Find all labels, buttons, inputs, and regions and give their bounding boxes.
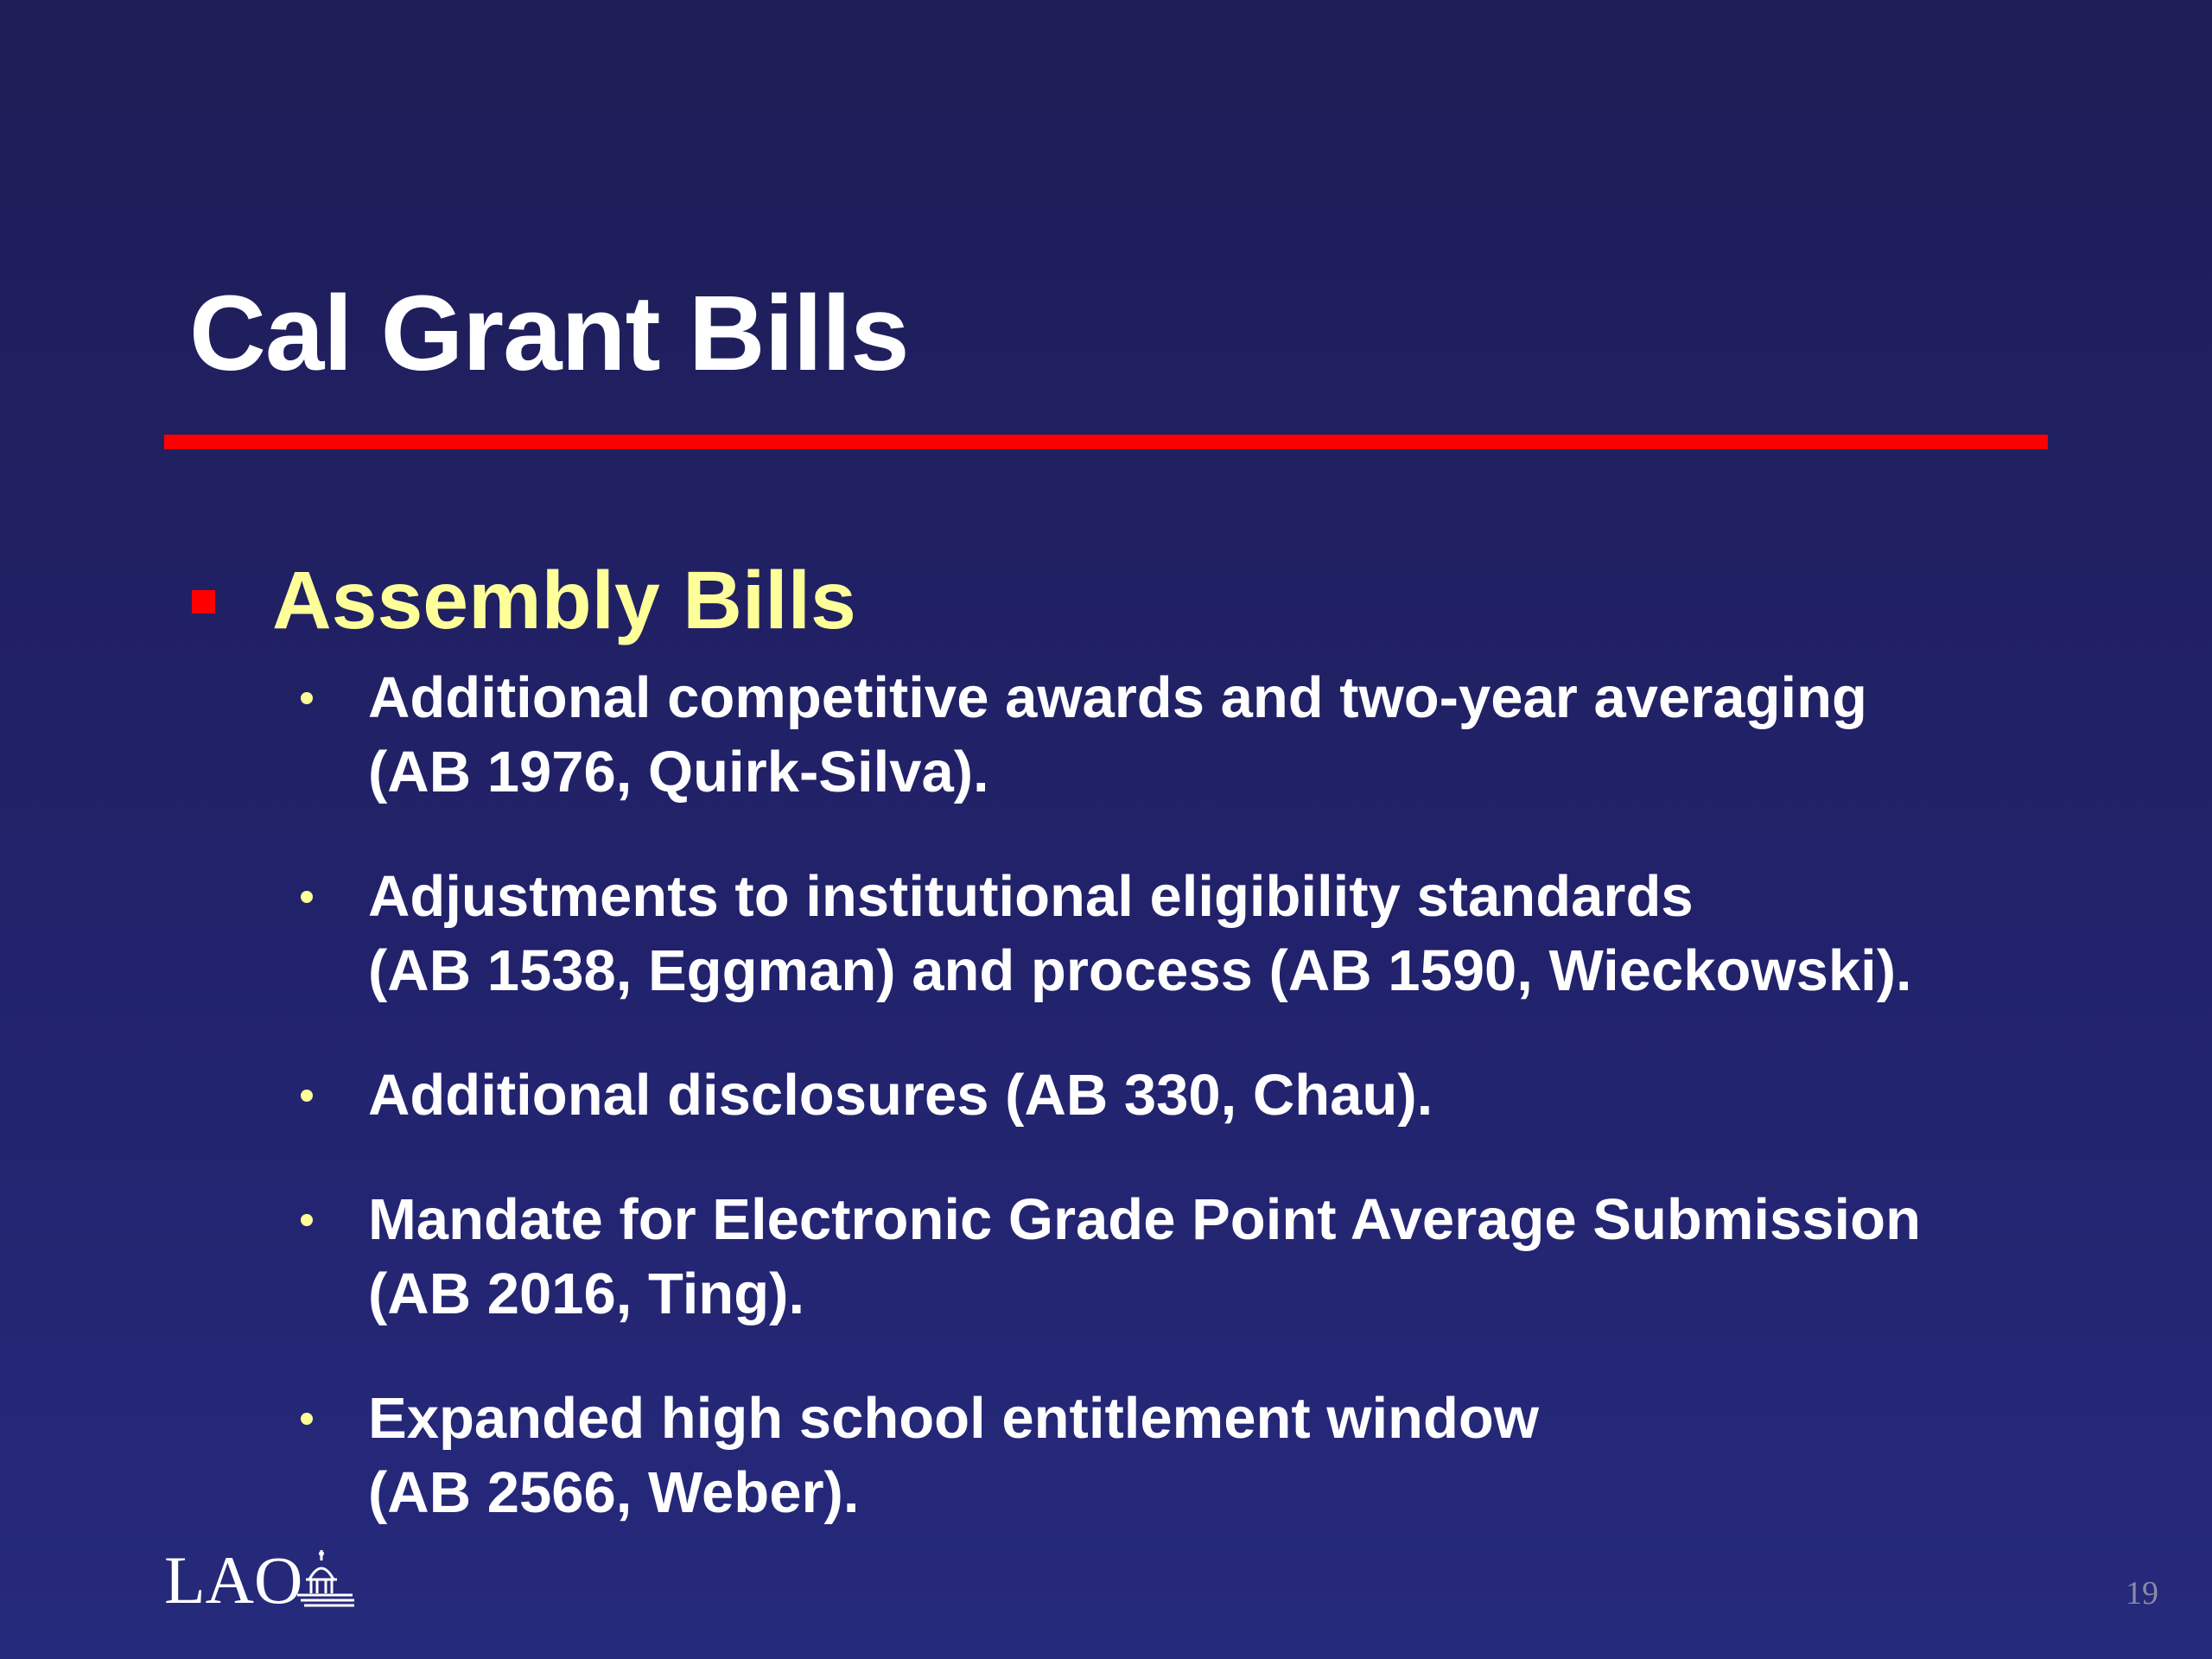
bill-text-line: (AB 1538, Eggman) and process (AB 1590, Wieckowski).	[368, 938, 1912, 1003]
logo-text: LAO	[164, 1542, 303, 1618]
bill-text-line: Expanded high school entitlement window	[368, 1386, 1539, 1451]
section-heading: Assembly Bills	[272, 555, 856, 646]
bill-item	[294, 661, 2091, 810]
bill-item	[294, 860, 2091, 1008]
lao-logo	[164, 1542, 356, 1618]
bill-text-line: (AB 1976, Quirk-Silva).	[368, 740, 989, 804]
bill-text-line: (AB 2016, Ting).	[368, 1262, 805, 1326]
bill-text-line: Adjustments to institutional eligibility standards	[368, 864, 1694, 929]
bill-text-line: Mandate for Electronic Grade Point Average Submission	[368, 1187, 1921, 1252]
bill-item	[294, 1058, 2091, 1133]
bill-text-line: Additional competitive awards and two-year averaging	[368, 665, 1867, 730]
title-rule	[164, 435, 2048, 449]
bill-item	[294, 1183, 2091, 1332]
dot-bullet-icon	[301, 1090, 313, 1102]
dot-bullet-icon	[301, 891, 313, 903]
dot-bullet-icon	[301, 1214, 313, 1226]
slide-title: Cal Grant Bills	[189, 275, 909, 393]
dot-bullet-icon	[301, 692, 313, 704]
capitol-dome-icon	[296, 1548, 356, 1609]
page-number: 19	[2126, 1575, 2158, 1611]
bill-text-line: Additional disclosures (AB 330, Chau).	[368, 1063, 1433, 1128]
bill-text-line: (AB 2566, Weber).	[368, 1460, 860, 1525]
bill-item	[294, 1382, 2091, 1530]
square-bullet-icon	[192, 590, 215, 613]
bill-list	[294, 661, 2091, 1580]
dot-bullet-icon	[301, 1413, 313, 1425]
